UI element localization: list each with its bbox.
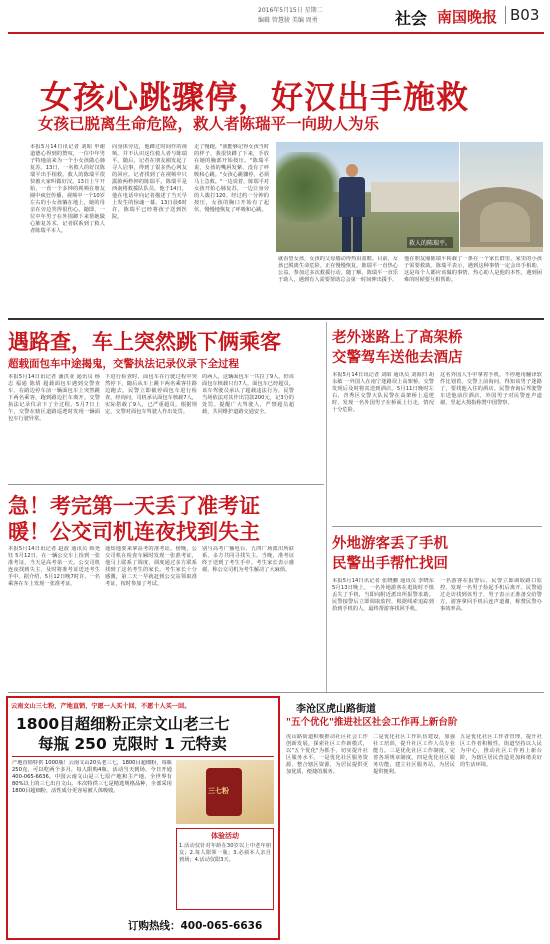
photo-building (371, 182, 459, 212)
story6-column-1: 虎山路街道积极推动社区社会工作创新发展，探索社区工作新模式，以"五个优化"为抓手，切实提升社区服务水平。一是优化社区服务资源，整合辖区资源，为居民提供更加优质、便捷的服务。 (286, 734, 368, 775)
photo-person (336, 164, 368, 252)
ad-order-label: 订购热线： (128, 920, 181, 932)
story4-headline-1: 老外迷路上了高架桥 (332, 330, 463, 346)
story2-column-3: 的两人，这辆面包车一共拉了9人，但该面包车核载只有7人，面包车已经超员。该车驾驶员承认了超载违法行为，民警当场依法对其作出罚款200元，记3分的处罚。提醒广大驾驶人，严禁超员超载，共同维护道路交通安全。 (202, 374, 294, 415)
masthead (0, 0, 550, 32)
ad-headline-2: 每瓶 250 克限时 1 元特卖 (38, 735, 227, 753)
story2-column-1: 本报5月14日讯记者 潘洪业 通讯员 杨志 福通 陈倩 超载面包车遇到交警查车，在路边停车前一辆面包车上突然跳下两名乘客，跑到路边拦车离开。交警执法记录仪录下了全过程。5月7日上午，交警在辖区道路巡逻时发现一辆面包车行驶异常。 (8, 374, 100, 422)
lead-headline: 女孩心跳骤停，好汉出手施救 (40, 78, 470, 116)
story3-headline-1: 急！考完第一天丢了准考证 (8, 494, 260, 518)
story4-bottom-rule (332, 526, 542, 527)
story6-headline-1: 李沧区虎山路街道 (296, 704, 376, 715)
story2-subhead: 超载面包车中途揭鬼，交警执法记录仪录下全过程 (8, 358, 239, 370)
story4-column-2: 这名外国人手中拿着手机，不停地用翻译软件比划着。交警上前询问，得知该男子迷路了，要找他入住的酒店。民警查询后驾驶警车送他前往酒店，外国男子对民警连声道谢，竖起大拇指称赞中国警察。 (440, 372, 542, 406)
ad-headline-1: 1800目超细粉正宗文山老三七 (16, 715, 230, 733)
rock-photo (460, 142, 543, 252)
ad-topline: 云南文山三七粉，产地直销，宁愿一人买十回，不愿十人买一回。 (11, 703, 191, 710)
section-name: 社会 (395, 9, 428, 28)
story4-column-1: 本报5月14日讯记者 刘昭 通讯员 刘海归 胡永敏 一外国人在南宁迷路误上高架桥。交警发现后及时将其送到酒店。5月11日晚时左右，青秀区交警大队民警在高架桥上巡逻时，发现一名外国男子在桥面上行走，情况十分危险。 (332, 372, 434, 413)
date-line: 2016年5月15日 星期二 (258, 7, 323, 14)
story5-headline-1: 外地游客丢了手机 (332, 536, 448, 552)
story6-column-2: 二是优化社区工作队伍建设，加强社工培训，提升社区工作人员专业能力。三是优化社区工作制度，完善各项规章制度。四是优化社区服务功能，建立社区服务站，为居民提供便利。 (373, 734, 455, 775)
ad-event-title: 体验活动 (211, 832, 239, 840)
story3-column-3: 别与高考广播电台、五四广场派出所联系，多方共同寻找失主。当晚，准考证终于送到了考生手中。考生家长表示感谢，称公交司机为考生解决了大麻烦。 (202, 546, 294, 573)
photo-caption: 救人的陈瑞平。 (407, 237, 453, 248)
story3-column-2: 通知他要来拿高考的准考证。傍晚，公交司机在检查车厢时发现一张准考证，他马上联系了调度，调度通过多方联系找到了这名考生的家长。考生家长十分感激，第二天一早就赶到公交站领取准考证，按时参加了考试。 (105, 546, 197, 587)
lead-subhead: 女孩已脱离生命危险，救人者陈瑞平一向助人为乐 (38, 115, 380, 133)
story2-bottom-rule (8, 484, 324, 485)
page-number: B03 (505, 6, 539, 24)
story3-headline-2: 暖！公交司机连夜找到失主 (8, 520, 260, 544)
ad-order-line (128, 918, 262, 933)
masthead-rule (8, 32, 544, 34)
ad-event-rules: 1.活动仅针对年龄在30岁以上中老年朋友；2.每人限领一瓶；3.必须本人亲自到场；4.活动仅限3天。 (179, 843, 271, 863)
story2-column-2: 下进行检查时，面包车在行驶过程中突然停下，随后从车上跳下两名乘客往路边跑去。民警立即截停面包车进行检查。经询问，司机承认面包车核载7人，实际搭载了9人，已严重超员。根据规定，交警对面包车驾驶人作出处罚。 (105, 374, 197, 415)
ad-body-text: 产地直销特供 1000瓶！云南文山20头老三七，1800目超细粉，每瓶250克，可以吃两个多月，每人限购4瓶。活动当天到场，今日开通400-065-6636。中国云南文山是三七原产地和主产地，全世界有80%以上的三七出自文山。本次特供三七是精选规格品种，全部采用1800目超细粉，活性成分更容易被人体吸收。 (12, 760, 172, 794)
story6-column-3: 五是优化社区工作者管理，提升社区工作者积极性。街道坚持以人民为中心，推动社区工作再上新台阶，为辖区居民营造更加和谐美好的生活环境。 (460, 734, 542, 768)
mid-bottom-rule (8, 692, 544, 693)
story5-column-1: 本报5月14日讯记者 张晓鹏 通讯员 李晓东 5月13日晚上，一名外地游客在逛街时不慎丢失了手机，当即向附近派出所报警求助。民警接警后立即调取监控，根据线索追踪到拾到手机的人，最终帮游客找回手机。 (332, 578, 434, 612)
lead-bottom-rule (8, 318, 544, 320)
rescuer-photo (276, 142, 459, 252)
ad-order-phone[interactable]: 400-065-6636 (180, 920, 263, 932)
ad-box (6, 696, 280, 940)
story5-headline-2: 民警出手帮忙找回 (332, 556, 448, 572)
column-divider (326, 322, 327, 692)
brand-logo: 南国晚报 (437, 8, 498, 26)
story6-headline-2: "五个优化"推进社区社会工作再上新台阶 (286, 717, 458, 728)
lead-column-3: 走了慢跑。"我能够记得女孩当时的样子，我很快蹲了下来，手放在她的胸部开始按压。"陈瑞平说，女孩的嘴唇发紫，没有了呼吸和心跳。"女孩心跳骤停，必须马上急救。"一边说着，陈瑞平对女孩开始心肺复苏，一边让身旁的人拨打120。经过约一分钟的按压，女孩的胸口开始有了起伏，慢慢地恢复了呼吸和心跳。 (194, 144, 269, 213)
ad-event-box (176, 828, 274, 910)
lead-column-2: 向身体旁边，他蹲过时间作的视频。并不认识这位救人者与陈瑞平。随后，记者在朋友圈发起了寻人启事，得到了很多热心网友的回应。记者找到了在视频中只露脸两秒钟的陈瑞平。陈瑞平是西南将救援队队员，他于14日，他在电话中向记者描述了当天早上发生的惊魂一幕。13日晨6时许，陈瑞平已经将孩子送到医院。 (112, 144, 187, 220)
ad-product-photo (176, 760, 274, 824)
ad-photo-label: 三七粉 (208, 787, 229, 795)
lead-column-4: 就看望女孩，女孩的父母感动得热泪盈眶。目前，女孩已脱离生命危险。正在慢慢恢复。陈瑞平一直热心公益，参加过多次救援行动。随了解，陈瑞平一直乐于助人，遇到有人需要帮助总会第一时间伸出援手。 (278, 256, 398, 283)
story3-column-1: 本报5月14日讯记者 赵波 通讯员 韩尧钰 5月12日，在一辆公交车上捡到一张准考证，当天是高考第一天。公交司机连夜找到失主，及时将准考证送还考生手中。据介绍，5月12日晚7时许，一名乘客在车上发现一张准考证。 (8, 546, 100, 587)
editor-line: 编辑 管慧骏 美编 周勇 (258, 17, 318, 24)
story5-column-2: 一名游客在报警后，民警立即调取路口监控，发现一名男子捡起手机后离开。民警通过走访找到该男子，男子表示正准备交给警方。游客拿回手机后连声道谢，称赞民警办事效率高。 (440, 578, 542, 612)
lead-column-1: 本报5月14日讯记者 刘昭 申谢道德心得到的赞叹，一位中年男子特地前来为一个小女孩做心肺复苏。13日，一名救人的好汉陈瑞平出手相救。救人的陈瑞平很快被大家叫做好汉。13日上午开始，一直一个多钟的视频在朋友圈中疯狂传播，视频中一个10岁左右的小女孩躺在地上，她的母亲在旁边哭得很伤心。随即，一位中年男子在外围蹲下来帮她做心肺复苏术，记者联系到了救人者陈瑞平本人。 (30, 144, 105, 234)
story2-headline: 遇路查，车上突然跳下俩乘客 (8, 330, 281, 354)
lead-column-5: 他在朋友圈陈瑞平转载了一条在一个家长群里，家里的小孩子需要救助。陈瑞平表示，遇到这种事情一定会出手相助，这是每个人都应该做的事情，热心助人是他的本性，遇到困难的时候要互相帮助。 (404, 256, 542, 283)
story4-headline-2: 交警驾车送他去酒店 (332, 350, 463, 366)
